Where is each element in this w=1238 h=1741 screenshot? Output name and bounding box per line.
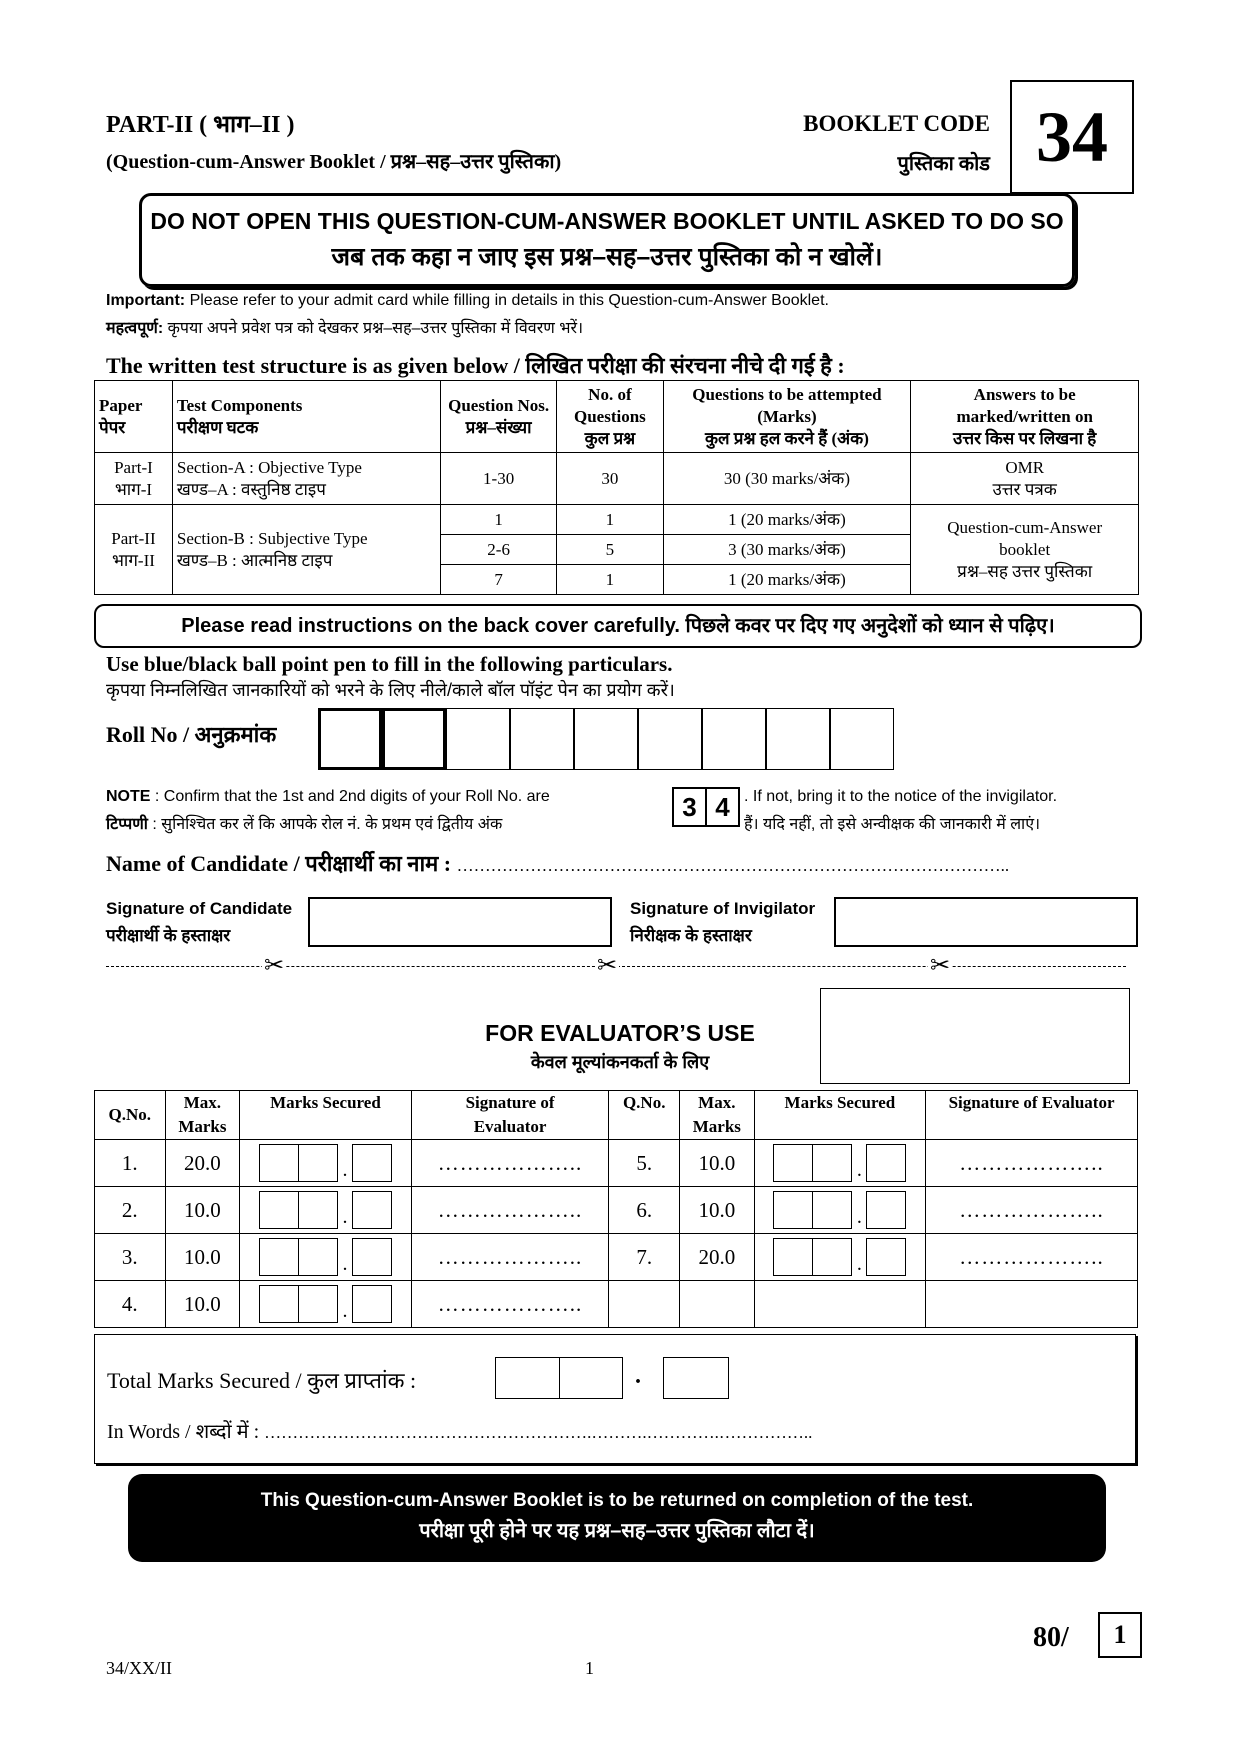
- evaluator-table: Q.No. Max. Marks Marks Secured Signature of Evaluator Q.No. Max. Marks Marks Secured Signature of Evaluator 1. 20.0 . ……………….. 5. 10.0 . ……………….. 2. 10.0 . ……………….. 6. 10.0 . ……………….. 3. 10.0 . ……………….. 7. 20.0 . ……………….. 4. 10.0 . ………………..: [94, 1090, 1138, 1328]
- col-num-questions: No. of Questions कुल प्रश्न: [557, 381, 663, 453]
- sig-candidate-box[interactable]: [308, 897, 612, 947]
- important-en: [106, 292, 829, 310]
- important-label-hi: महत्वपूर्ण:: [106, 320, 164, 337]
- booklet-code-label-hi: पुस्तिका कोड: [897, 153, 990, 175]
- total-words-label: In Words / शब्दों में :: [107, 1421, 260, 1443]
- roll-digit-box[interactable]: [446, 708, 510, 770]
- evaluator-title: FOR EVALUATOR’S USE: [485, 1020, 755, 1046]
- footer-ref-box: 1: [1098, 1612, 1142, 1658]
- evaluator-title-hi: केवल मूल्यांकनकर्ता के लिए: [530, 1052, 710, 1072]
- note-digits-box: [672, 787, 740, 827]
- total-decimal-point: .: [635, 1363, 641, 1389]
- return-banner: [128, 1474, 1106, 1562]
- marks-input[interactable]: .: [754, 1140, 925, 1187]
- note-hi-after: हैं। यदि नहीं, तो इसे अन्वीक्षक की जानकारी में लाएं।: [744, 816, 1041, 833]
- roll-digit-box[interactable]: [766, 708, 830, 770]
- total-decimal-input[interactable]: [663, 1357, 729, 1399]
- table-row: Part-I भाग-I Section-A : Objective Type खण्ड–A : वस्तुनिष्ठ टाइप 1-30 30 30 (30 marks/अंक) OMR उत्तर पत्रक: [95, 453, 1139, 505]
- note-en-after: . If not, bring it to the notice of the invigilator.: [744, 788, 1058, 805]
- important-label: Important:: [106, 292, 186, 309]
- booklet-code-label: BOOKLET CODE: [803, 111, 990, 136]
- warning-line-en: DO NOT OPEN THIS QUESTION-CUM-ANSWER BOOKLET UNTIL ASKED TO DO SO: [150, 208, 1064, 234]
- marks-input[interactable]: .: [240, 1234, 411, 1281]
- page-number: 1: [585, 1658, 594, 1678]
- total-marks-input[interactable]: [495, 1357, 623, 1399]
- pen-line-en: Use blue/black ball point pen to fill in the following particulars.: [106, 652, 673, 676]
- roll-digit-box[interactable]: [318, 708, 382, 770]
- col-question-nos: Question Nos. प्रश्न–संख्या: [440, 381, 556, 453]
- sig-invigilator-box[interactable]: [834, 897, 1138, 947]
- roll-digit-box[interactable]: [830, 708, 894, 770]
- pen-line-hi: कृपया निम्नलिखित जानकारियों को भरने के लिए नीले/काले बॉल पॉइंट पेन का प्रयोग करें।: [106, 680, 675, 700]
- roll-label: Roll No / अनुक्रमांक: [106, 722, 277, 747]
- roll-digit-box[interactable]: [702, 708, 766, 770]
- scissors-icon: ✂: [264, 953, 285, 979]
- table-row: 4. 10.0 . ………………..: [95, 1281, 1138, 1328]
- roll-digit-box[interactable]: [382, 708, 446, 770]
- col-paper: Paper पेपर: [95, 381, 173, 453]
- important-hi: [106, 316, 583, 338]
- note-en: NOTE : Confirm that the 1st and 2nd digits of your Roll No. are: [106, 788, 550, 805]
- total-words-dots: ………………………………………………….……….………….……………..: [264, 1423, 813, 1442]
- candidate-name-dots: ……………………………………………………………………………………..: [456, 856, 1010, 875]
- marks-input[interactable]: .: [754, 1234, 925, 1281]
- important-text: Please refer to your admit card while filling in details in this Question-cum-Answer Booklet.: [189, 292, 829, 309]
- booklet-code-box: 34: [1010, 80, 1134, 194]
- table-row: 7 1 1 (20 marks/अंक): [95, 565, 1139, 595]
- col-answers-on: Answers to be marked/written on उत्तर किस पर लिखना है: [911, 381, 1139, 453]
- sig-invigilator-label: Signature of Invigilator निरीक्षक के हस्ताक्षर: [630, 899, 816, 945]
- scissors-icon: ✂: [597, 953, 618, 979]
- note-digit-2: 4: [715, 792, 730, 822]
- table-row: 3. 10.0 . ……………….. 7. 20.0 . ………………..: [95, 1234, 1138, 1281]
- candidate-name-row[interactable]: [106, 848, 1009, 878]
- structure-table: [94, 380, 1139, 595]
- marks-input[interactable]: .: [754, 1187, 925, 1234]
- roll-digit-box[interactable]: [574, 708, 638, 770]
- warning-box: [139, 193, 1075, 287]
- marks-input[interactable]: .: [240, 1187, 411, 1234]
- candidate-name-label: Name of Candidate / परीक्षार्थी का नाम :: [106, 851, 452, 876]
- total-words-row[interactable]: [107, 1417, 812, 1444]
- part-title: PART-II ( भाग–II ): [106, 112, 295, 138]
- roll-digit-box[interactable]: [510, 708, 574, 770]
- roll-boxes: [318, 708, 898, 772]
- total-label: Total Marks Secured / कुल प्राप्तांक :: [107, 1368, 417, 1393]
- table-row: 2-6 5 3 (30 marks/अंक): [95, 535, 1139, 565]
- scissors-icon: ✂: [930, 953, 951, 979]
- total-box: [94, 1334, 1136, 1464]
- evaluator-stamp-box[interactable]: [820, 988, 1130, 1084]
- instructions-banner: Please read instructions on the back cover carefully. पिछले कवर पर दिए गए अनुदेशों को ध्यान से पढ़िए।: [94, 604, 1142, 648]
- sig-candidate-label: Signature of Candidate परीक्षार्थी के हस्ताक्षर: [106, 899, 293, 945]
- warning-line-hi: जब तक कहा न जाए इस प्रश्न–सह–उत्तर पुस्तिका को न खोलें।: [331, 243, 883, 271]
- table-row: 2. 10.0 . ……………….. 6. 10.0 . ………………..: [95, 1187, 1138, 1234]
- footer-ref: 80/: [1033, 1622, 1069, 1653]
- marks-input[interactable]: .: [240, 1140, 411, 1187]
- roll-digit-box[interactable]: [638, 708, 702, 770]
- marks-input[interactable]: .: [240, 1281, 411, 1328]
- note-digit-1: 3: [674, 789, 707, 825]
- table-row: Part-II भाग-II Section-B : Subjective Type खण्ड–B : आत्मनिष्ठ टाइप 1 1 1 (20 marks/अंक) Question-cum-Answer booklet प्रश्न–सह उत्तर पुस्तिका: [95, 505, 1139, 535]
- table-row: 1. 20.0 . ……………….. 5. 10.0 . ………………..: [95, 1140, 1138, 1187]
- important-text-hi: कृपया अपने प्रवेश पत्र को देखकर प्रश्न–सह–उत्तर पुस्तिका में विवरण भरें।: [167, 320, 584, 337]
- col-components: Test Components परीक्षण घटक: [172, 381, 440, 453]
- col-attempted: Questions to be attempted (Marks) कुल प्रश्न हल करने हैं (अंक): [663, 381, 911, 453]
- footer-code: 34/XX/II: [106, 1658, 172, 1678]
- return-line-hi: परीक्षा पूरी होने पर यह प्रश्न–सह–उत्तर पुस्तिका लौटा दें।: [419, 1520, 815, 1542]
- structure-heading: The written test structure is as given below / लिखित परीक्षा की संरचना नीचे दी गई है :: [106, 353, 845, 378]
- return-line-en: This Question-cum-Answer Booklet is to be returned on completion of the test.: [260, 1490, 974, 1511]
- part-subtitle: (Question-cum-Answer Booklet / प्रश्न–सह–उत्तर पुस्तिका): [106, 151, 562, 173]
- note-hi: टिप्पणी : सुनिश्चित कर लें कि आपके रोल नं. के प्रथम एवं द्वितीय अंक: [106, 816, 503, 833]
